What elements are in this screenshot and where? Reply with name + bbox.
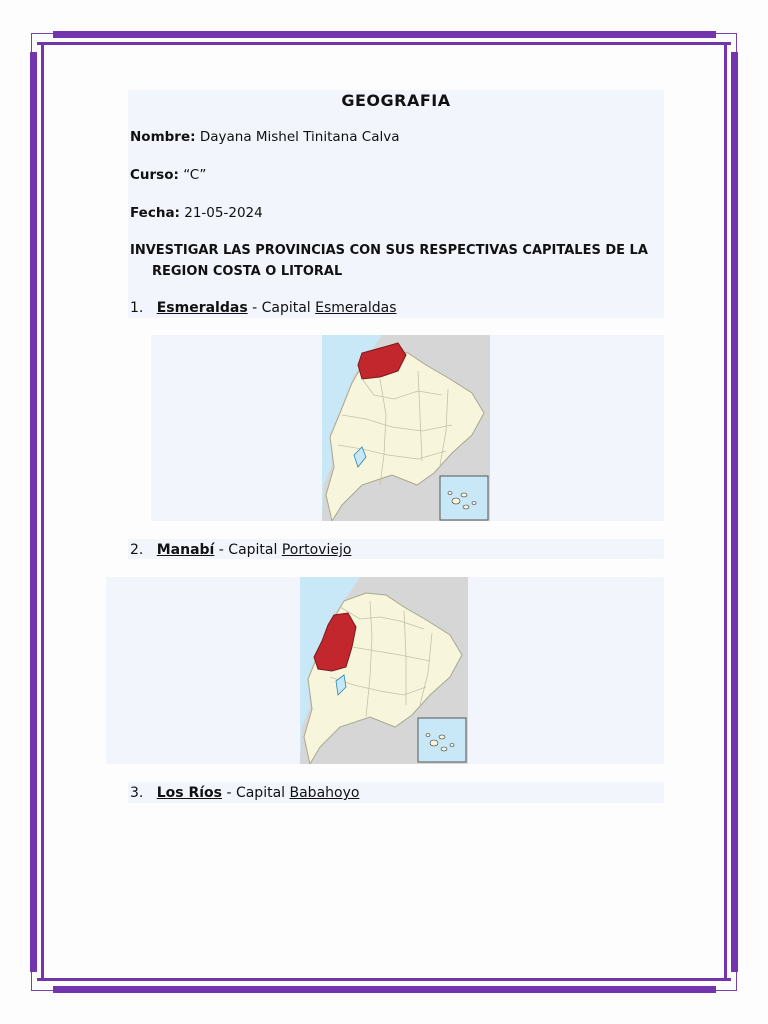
capital-separator: - Capital (247, 300, 316, 316)
capital-name: Portoviejo (281, 542, 352, 558)
page-border-inner-right (724, 45, 727, 978)
name-label: Nombre: (130, 129, 196, 145)
course-value: “C” (183, 167, 207, 183)
ecuador-map-esmeraldas-highlighted-icon (322, 335, 490, 521)
document-title: GEOGRAFIA (341, 91, 451, 110)
list-number: 1. (130, 300, 144, 316)
province-name: Los Ríos (156, 785, 222, 801)
list-item-2 (130, 541, 351, 559)
name-value: Dayana Mishel Tinitana Calva (199, 129, 400, 145)
page-border-inner-bottom (37, 978, 731, 981)
capital-name: Esmeraldas (315, 300, 397, 316)
province-name: Esmeraldas (156, 300, 248, 316)
task-heading (130, 240, 650, 282)
name-line (130, 128, 400, 146)
list-item-3 (130, 784, 359, 802)
page-border-left (30, 52, 37, 972)
list-number: 2. (130, 542, 144, 558)
list-number: 3. (130, 785, 144, 801)
date-value: 21-05-2024 (184, 205, 263, 221)
capital-separator: - Capital (214, 542, 282, 558)
page-border-right (731, 52, 738, 972)
capital-separator: - Capital (222, 785, 290, 801)
page-border-inner-top (37, 42, 731, 45)
task-line-1: INVESTIGAR LAS PROVINCIAS CON SUS RESPECTIVAS CAPITALES DE LA (130, 243, 648, 258)
province-name: Manabí (156, 542, 215, 558)
course-label: Curso: (130, 167, 179, 183)
ecuador-map-manabi-highlighted-icon (300, 577, 468, 764)
date-line (130, 204, 263, 222)
page-border-bottom (53, 986, 716, 993)
task-line-2: REGION COSTA O LITORAL (152, 264, 343, 279)
list-item-1 (130, 299, 397, 317)
date-label: Fecha: (130, 205, 180, 221)
capital-name: Babahoyo (289, 785, 360, 801)
course-line (130, 166, 206, 184)
page-border-inner-left (41, 45, 44, 978)
page-border-top (53, 31, 716, 38)
